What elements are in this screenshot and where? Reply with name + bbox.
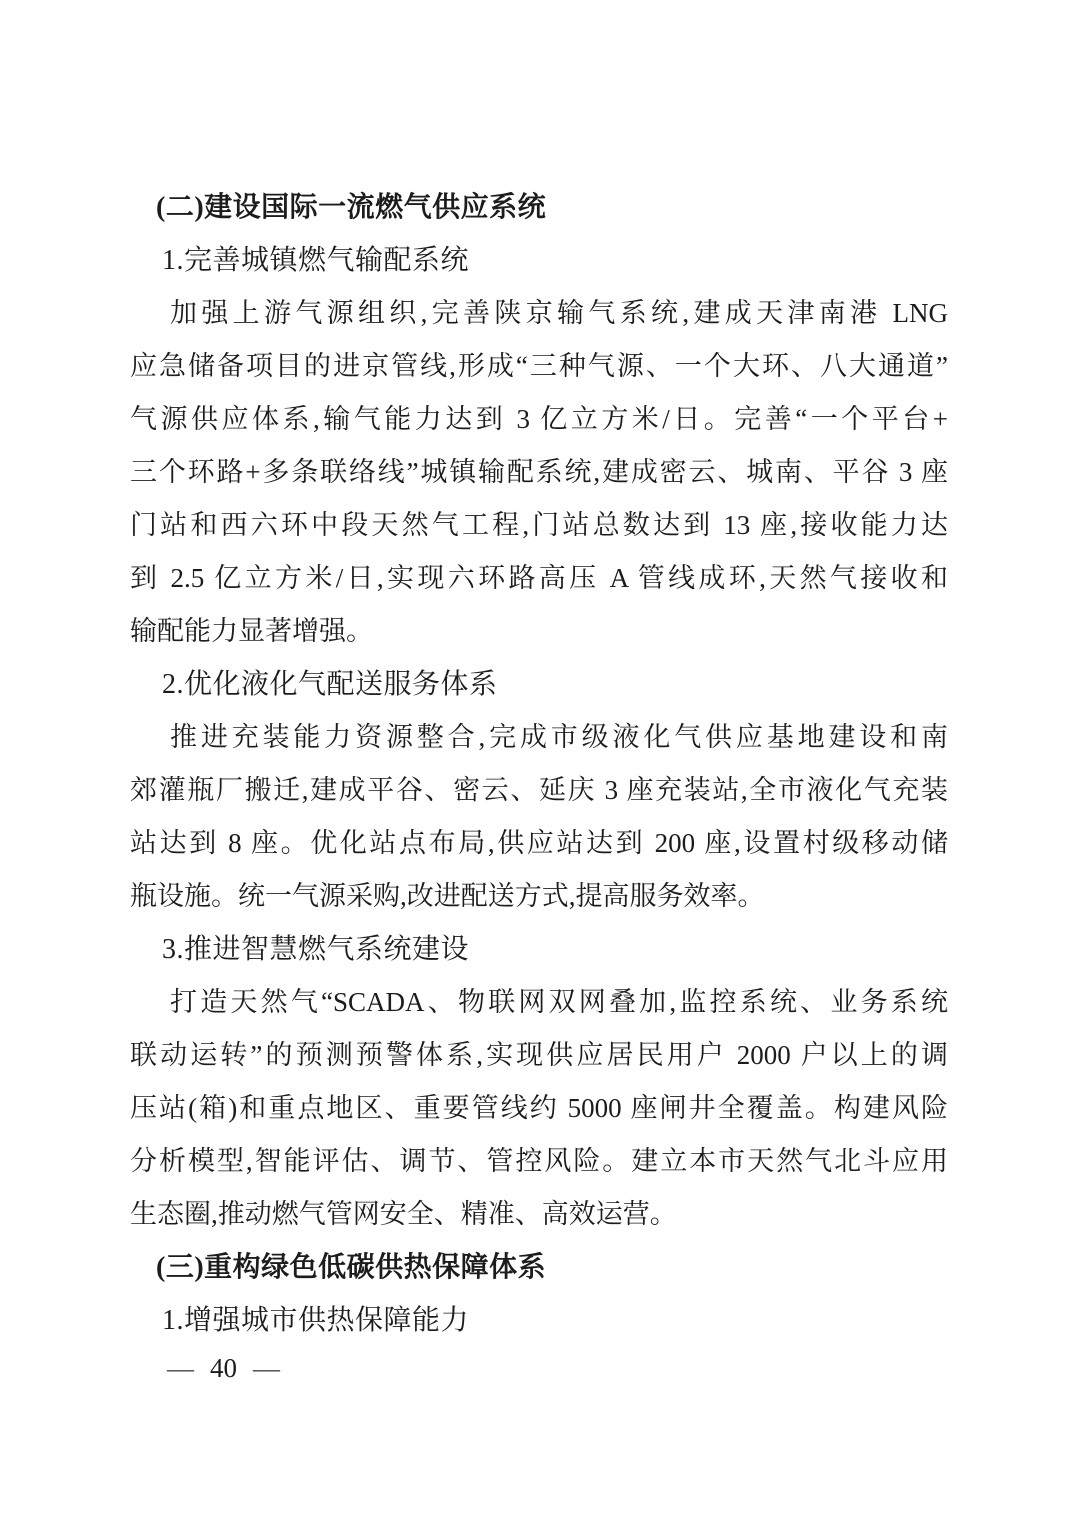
paragraph-line: 气源供应体系,输气能力达到 3 亿立方米/日。完善“一个平台+ [130, 404, 948, 434]
numbered-subheading: 2.优化液化气配送服务体系 [162, 669, 498, 700]
page-footer [167, 1348, 280, 1388]
footer-dash-right: — [253, 1353, 280, 1383]
footer-dash-left: — [167, 1353, 194, 1383]
paragraph-line: 生态圈,推动燃气管网安全、精准、高效运营。 [130, 1199, 677, 1229]
paragraph-line: 加强上游气源组织,完善陕京输气系统,建成天津南港 LNG [170, 298, 948, 328]
page-number: 40 [210, 1353, 237, 1383]
paragraph-line: 分析模型,智能评估、调节、管控风险。建立本市天然气北斗应用 [130, 1146, 948, 1176]
numbered-subheading: 1.增强城市供热保障能力 [162, 1305, 470, 1336]
paragraph-line: 站达到 8 座。优化站点布局,供应站达到 200 座,设置村级移动储 [130, 828, 948, 858]
paragraph-line: 瓶设施。统一气源采购,改进配送方式,提高服务效率。 [130, 881, 765, 911]
paragraph-line: 到 2.5 亿立方米/日,实现六环路高压 A 管线成环,天然气接收和 [130, 563, 948, 593]
paragraph-line: 郊灌瓶厂搬迁,建成平谷、密云、延庆 3 座充装站,全市液化气充装 [130, 775, 948, 805]
document-body [130, 181, 948, 1347]
paragraph-line: 三个环路+多条联络线”城镇输配系统,建成密云、城南、平谷 3 座 [130, 457, 948, 487]
paragraph-line: 应急储备项目的进京管线,形成“三种气源、一个大环、八大通道” [130, 351, 948, 381]
section-heading: (三)重构绿色低碳供热保障体系 [156, 1252, 547, 1283]
paragraph-line: 联动运转”的预测预警体系,实现供应居民用户 2000 户以上的调 [130, 1040, 948, 1070]
numbered-subheading: 3.推进智慧燃气系统建设 [162, 934, 470, 965]
paragraph-line: 打造天然气“SCADA、物联网双网叠加,监控系统、业务系统 [170, 987, 948, 1017]
paragraph-line: 推进充装能力资源整合,完成市级液化气供应基地建设和南 [170, 722, 948, 752]
paragraph-line: 门站和西六环中段天然气工程,门站总数达到 13 座,接收能力达 [130, 510, 948, 540]
section-heading: (二)建设国际一流燃气供应系统 [156, 192, 547, 223]
numbered-subheading: 1.完善城镇燃气输配系统 [162, 245, 470, 276]
paragraph-line: 输配能力显著增强。 [130, 616, 373, 646]
paragraph-line: 压站(箱)和重点地区、重要管线约 5000 座闸井全覆盖。构建风险 [130, 1093, 948, 1123]
